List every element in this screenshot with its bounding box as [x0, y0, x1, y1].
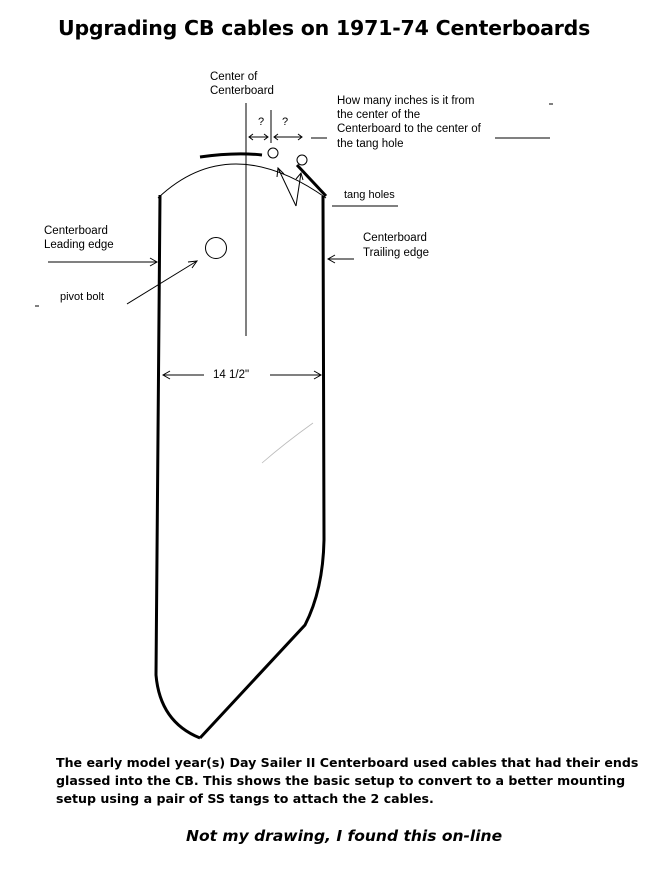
center-label-line1: Center of — [210, 71, 258, 83]
width-dimension-label: 14 1/2" — [213, 369, 250, 381]
tang-hole-left — [268, 148, 278, 158]
diagram-title: Upgrading CB cables on 1971-74 Centerboards — [58, 16, 591, 40]
cable-strip-left — [200, 154, 262, 157]
question-line1: How many inches is it from — [337, 95, 475, 107]
question-line3: Centerboard to the center of — [337, 123, 481, 135]
pivot-bolt-label: pivot bolt — [60, 291, 105, 303]
source-note: Not my drawing, I found this on-line — [186, 827, 503, 845]
tang-hole-right — [297, 155, 307, 165]
trailing-edge-label-line2: Trailing edge — [363, 247, 430, 259]
description-text: The early model year(s) Day Sailer II Centerboard used cables that had their ends glassed into the CB. This shows the basic setup to convert to a better mounting setup using a pair of SS tangs to attach the 2 cables. — [56, 755, 639, 806]
leading-edge-label-line1: Centerboard — [44, 225, 108, 237]
trailing-edge-label-line1: Centerboard — [363, 232, 427, 244]
leading-edge-label-line2: Leading edge — [44, 239, 114, 251]
tang-holes-label: tang holes — [344, 189, 395, 201]
centerboard-leading-edge — [156, 195, 200, 738]
dimension-question-right: ? — [282, 116, 289, 128]
question-line4: the tang hole — [337, 138, 404, 150]
question-line2: the center of the — [337, 109, 421, 121]
cable-strip-right — [297, 165, 326, 196]
centerboard-trailing-edge — [200, 196, 324, 738]
dimension-question-left: ? — [258, 116, 265, 128]
center-label-line2: Centerboard — [210, 85, 274, 97]
pivot-bolt-hole — [206, 238, 227, 259]
